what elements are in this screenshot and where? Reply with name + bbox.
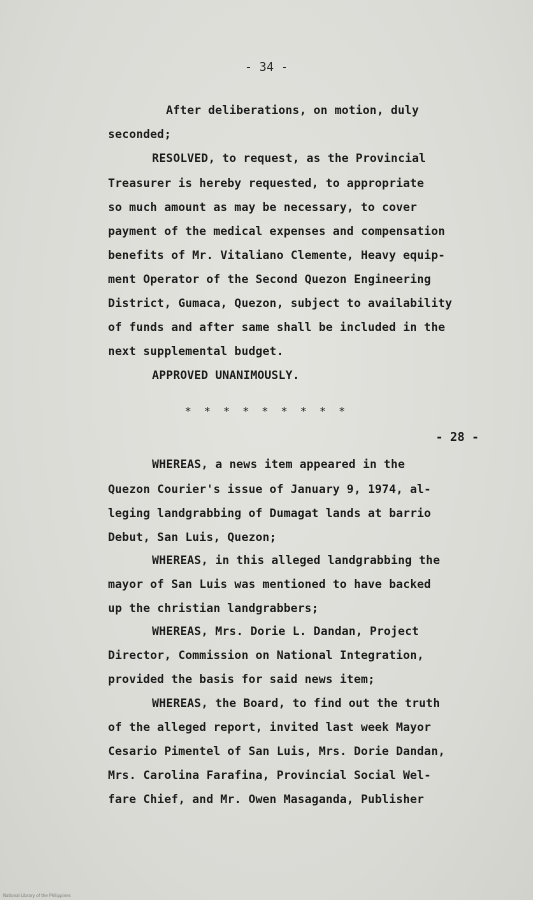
text-line-17: WHEREAS, in this alleged landgrabbing the: [152, 553, 440, 567]
text-line-21: Director, Commission on National Integration,: [108, 648, 425, 662]
text-line-22: provided the basis for said news item;: [108, 672, 375, 686]
text-line-10: of funds and after same shall be included in the: [108, 320, 446, 334]
text-line-6: payment of the medical expenses and compensation: [108, 224, 446, 238]
text-line-4: Treasurer is hereby requested, to appropriate: [108, 176, 425, 190]
scan-footer: National Library of the Philippines: [3, 893, 71, 898]
text-line-16: Debut, San Luis, Quezon;: [108, 530, 277, 544]
text-line-5: so much amount as may be necessary, to cover: [108, 200, 418, 214]
text-line-24: of the alleged report, invited last week Mayor: [108, 720, 432, 734]
text-line-7: benefits of Mr. Vitaliano Clemente, Heavy equip-: [108, 248, 446, 262]
text-line-14: Quezon Courier's issue of January 9, 1974, al-: [108, 482, 432, 496]
text-line-15: leging landgrabbing of Dumagat lands at barrio: [108, 506, 432, 520]
text-line-2: seconded;: [108, 127, 172, 141]
section-separator: * * * * * * * * *: [184, 405, 349, 418]
text-line-23: WHEREAS, the Board, to find out the truth: [152, 696, 440, 710]
text-line-26: Mrs. Carolina Farafina, Provincial Social Wel-: [108, 768, 432, 782]
text-line-18: mayor of San Luis was mentioned to have backed: [108, 577, 432, 591]
text-line-25: Cesario Pimentel of San Luis, Mrs. Dorie Dandan,: [108, 744, 446, 758]
text-line-1: After deliberations, on motion, duly: [166, 103, 419, 117]
text-line-27: fare Chief, and Mr. Owen Masaganda, Publisher: [108, 792, 425, 806]
text-line-11: next supplemental budget.: [108, 344, 284, 358]
text-line-9: District, Gumaca, Quezon, subject to availability: [108, 296, 453, 310]
text-line-8: ment Operator of the Second Quezon Engineering: [108, 272, 432, 286]
text-line-12: APPROVED UNANIMOUSLY.: [152, 368, 300, 382]
text-line-20: WHEREAS, Mrs. Dorie L. Dandan, Project: [152, 624, 419, 638]
text-line-3: RESOLVED, to request, as the Provincial: [152, 151, 426, 165]
text-line-19: up the christian landgrabbers;: [108, 601, 319, 615]
text-line-13: WHEREAS, a news item appeared in the: [152, 457, 405, 471]
page-number: - 34 -: [244, 60, 289, 74]
item-number: - 28 -: [435, 430, 479, 444]
